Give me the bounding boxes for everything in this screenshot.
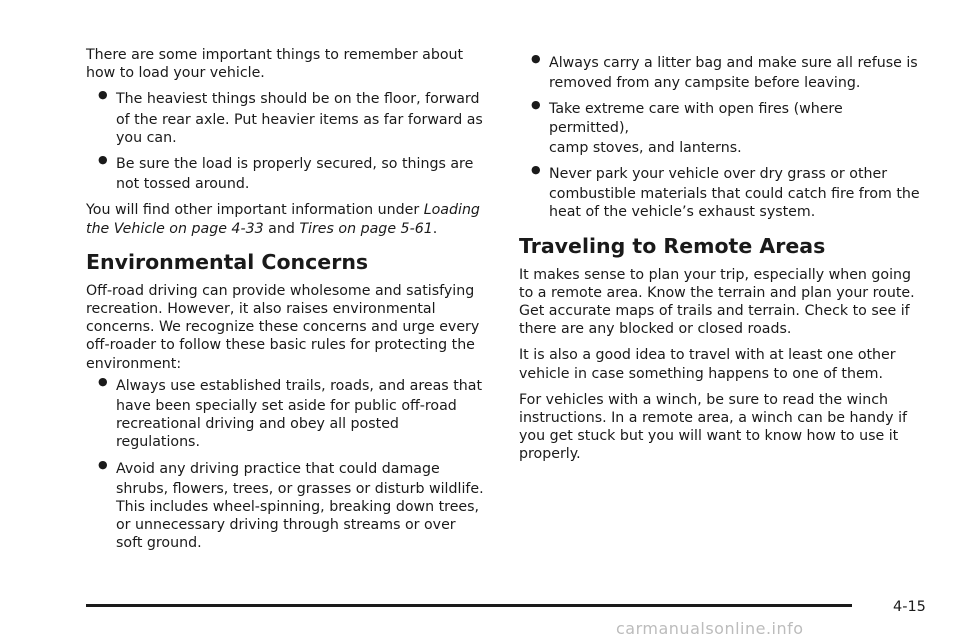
list-item: ● Take extreme care with open fires (where permitted), camp stoves, and lanterns.	[531, 98, 843, 156]
list-item: ● The heaviest things should be on the floor, forward of the rear axle. Put heavier items as far forward as you can.	[98, 88, 483, 146]
load-bullet-list	[86, 90, 484, 193]
left-column	[86, 46, 484, 553]
environmental-heading: Environmental Concerns	[86, 249, 369, 274]
page-number: 4-15	[893, 599, 926, 615]
remote-areas-heading: Traveling to Remote Areas	[519, 233, 826, 258]
camp-bullet-list	[519, 54, 924, 222]
list-item: ● Always use established trails, roads, and areas that have been specially set aside for public off-road recreational driving and obey all posted regulations.	[98, 374, 483, 451]
bullet-icon: ●	[98, 153, 108, 167]
remote-paragraph-2: It is also a good idea to travel with at least one other vehicle in case something happens to one of them.	[519, 347, 896, 382]
list-item: ● Never park your vehicle over dry grass or other combustible materials that could catch fire from the heat of the vehicle’s exhaust system.	[531, 163, 920, 221]
info-paragraph: You will find other important information under Loading the Vehicle on page 4-33 and Tires on page 5-61.	[86, 202, 480, 237]
remote-paragraph-1: It makes sense to plan your trip, especially when going to a remote area. Know the terrain and plan your route. Get accurate maps of trails and terrain. Check to see if there are any blocked or closed roads.	[519, 266, 915, 338]
watermark: carmanualsonline.info	[616, 619, 804, 638]
remote-paragraph-3: For vehicles with a winch, be sure to read the winch instructions. In a remote area, a winch can be handy if you get stuck but you will want to know how to use it properly.	[519, 391, 908, 463]
bullet-icon: ●	[98, 88, 108, 102]
list-item: ● Avoid any driving practice that could damage shrubs, flowers, trees, or grasses or disturb wildlife. This includes wheel-spinning, breaking down trees, or unnecessary driving through streams or over soft ground.	[98, 457, 484, 552]
bullet-icon: ●	[98, 374, 108, 388]
footer-rule	[86, 604, 852, 607]
bullet-icon: ●	[98, 457, 108, 471]
tires-link[interactable]: Tires on page 5-61	[299, 220, 433, 237]
loading-vehicle-link[interactable]: Loading the Vehicle on page 4-33	[86, 202, 480, 237]
list-item: ● Be sure the load is properly secured, so things are not tossed around.	[98, 153, 474, 193]
environment-bullet-list	[86, 374, 484, 553]
bullet-icon: ●	[531, 163, 541, 177]
list-item: ● Always carry a litter bag and make sure all refuse is removed from any campsite before leaving.	[531, 52, 918, 92]
load-intro: There are some important things to remember about how to load your vehicle.	[86, 47, 464, 82]
bullet-icon: ●	[531, 52, 541, 65]
bullet-icon: ●	[531, 98, 541, 112]
environmental-paragraph: Off-road driving can provide wholesome and satisfying recreation. However, it also raises environmental concerns. We recognize these concerns and urge every off-roader to follow these basic rules for protecting the environment:	[86, 282, 480, 372]
right-column	[519, 50, 924, 472]
